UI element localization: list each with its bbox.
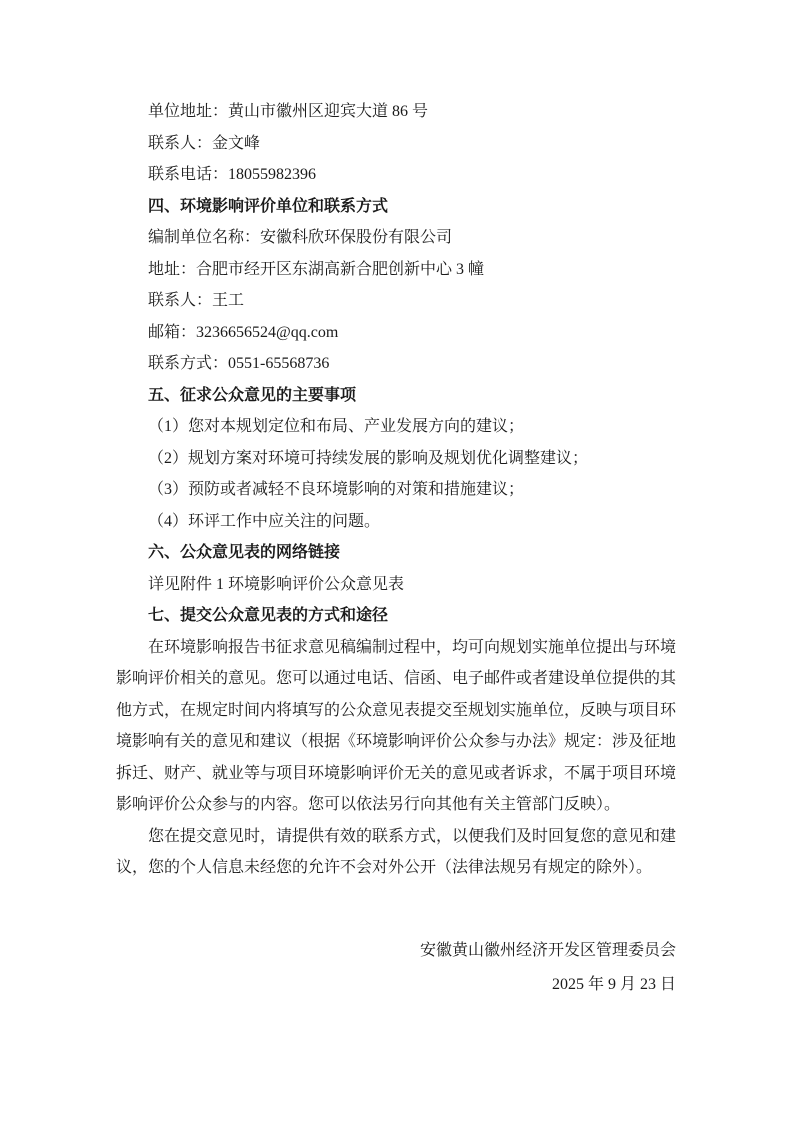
signature-block [116,934,676,1002]
section-4-email-line: 邮箱：3236656524@qq.com [148,323,339,341]
section-5-item-4: （4）环评工作中应关注的问题。 [148,512,381,530]
attachment-reference-line: 详见附件 1 环境影响评价公众意见表 [148,575,405,593]
section-7-heading: 七、提交公众意见表的方式和途径 [148,607,389,624]
section-4-heading: 四、环境影响评价单位和联系方式 [148,197,389,215]
contact-phone-line: 联系电话：18055982396 [148,166,317,183]
signature-date: 2025 年 9 月 23 日 [551,975,676,993]
section-5-item-2: （2）规划方案对环境可持续发展的影响及规划优化调整建议； [148,449,589,467]
contact-person-line: 联系人：金文峰 [148,134,261,152]
section-5-item-1: （1）您对本规划定位和布局、产业发展方向的建议； [148,418,525,435]
section-5-heading: 五、征求公众意见的主要事项 [148,386,357,404]
section-4-address-line: 地址：合肥市经开区东湖高新合肥创新中心 3 幢 [148,260,485,278]
section-4-phone-line: 联系方式：0551-65568736 [148,355,330,372]
privacy-note-paragraph: 您在提交意见时，请提供有效的联系方式，以便我们及时回复您的意见和建议，您的个人信息未经您的允许不会对外公开（法律法规另有规定的除外）。 [116,827,677,876]
section-4-contact-line: 联系人：王工 [148,292,245,309]
section-4-compiler-line: 编制单位名称：安徽科欣环保股份有限公司 [148,229,453,246]
section-5-item-3: （3）预防或者减轻不良环境影响的对策和措施建议； [148,481,525,498]
section-6-heading: 六、公众意见表的网络链接 [148,544,341,561]
unit-address-line: 单位地址：黄山市徽州区迎宾大道 86 号 [148,103,429,120]
signature-organization: 安徽黄山徽州经济开发区管理委员会 [419,941,676,959]
submission-methods-paragraph: 在环境影响报告书征求意见稿编制过程中，均可向规划实施单位提出与环境影响评价相关的意见。您可以通过电话、信函、电子邮件或者建设单位提供的其他方式，在规定时间内将填写的公众意见表提交至规划实施单位，反映与项目环境影响有关的意见和建议（根据《环境影响评价公众参与办法》规定：涉及征地拆迁、财产、就业等与项目环境影响评价无关的意见或者诉求，不属于项目环境影响评价公众参与的内容。您可以依法另行向其他有关主管部门反映）。 [116,638,677,813]
